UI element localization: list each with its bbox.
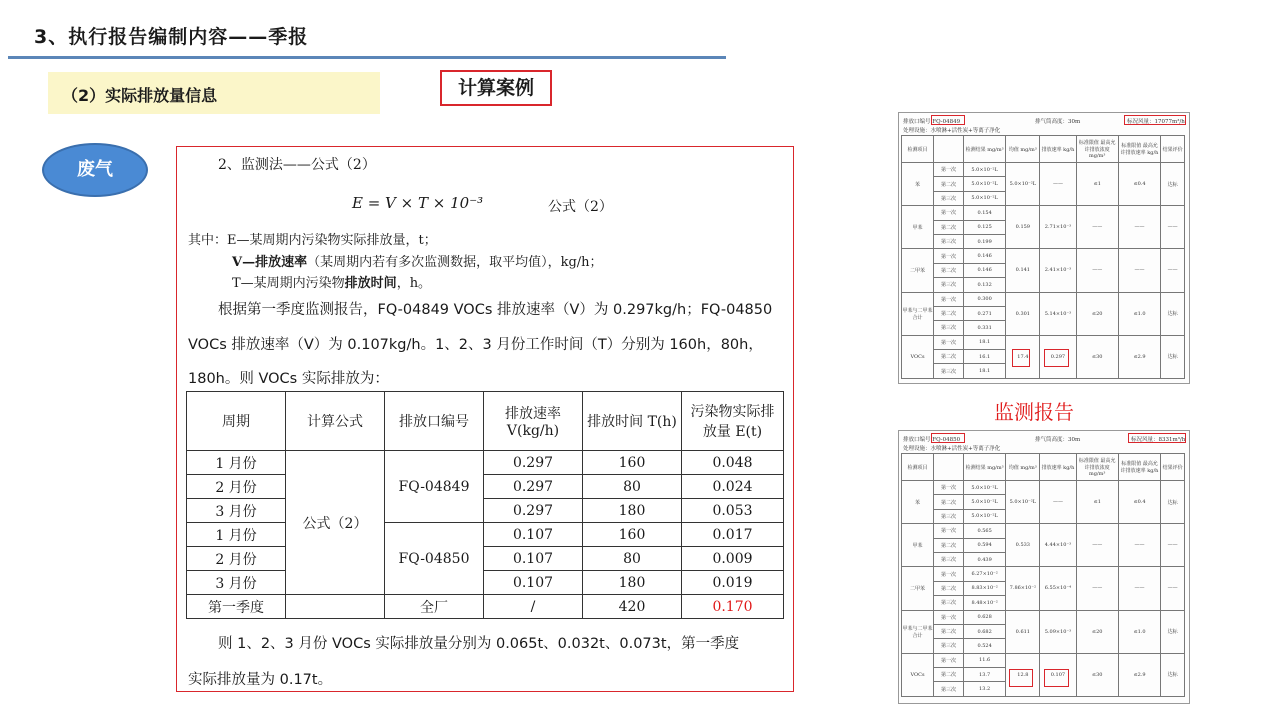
- report-seq-cell: 第二次: [934, 624, 964, 638]
- cell-time: 80: [583, 475, 682, 499]
- report1-height: 排气筒高度：30m: [1035, 119, 1081, 125]
- report-value-cell: 5.0×10⁻²L: [963, 163, 1005, 177]
- report-header-cell: 均值 mg/m³: [1006, 454, 1040, 481]
- report-value-cell: 8.48×10⁻²: [963, 596, 1005, 610]
- report-item-cell: VOCs: [902, 653, 934, 696]
- report-header-cell: 标准限值 最高允许排放速率 kg/h: [1118, 454, 1160, 481]
- report-value-cell: 5.0×10⁻²L: [963, 495, 1005, 509]
- report-row: [902, 567, 1185, 581]
- report-rate-cell: 5.14×10⁻³: [1040, 292, 1076, 335]
- report-rate-limit-cell: ——: [1118, 249, 1160, 292]
- report-item-cell: 苯: [902, 481, 934, 524]
- report-header-cell: 标准限值 最高允许排放浓度 mg/m³: [1076, 454, 1118, 481]
- report1-flow-highlight: [1124, 115, 1186, 125]
- report-conc-limit-cell: ≤30: [1076, 335, 1118, 378]
- report-value-cell: 6.27×10⁻²: [963, 567, 1005, 581]
- cell-rate: 0.107: [484, 523, 583, 547]
- report-seq-cell: 第一次: [934, 653, 964, 667]
- report-item-cell: 苯: [902, 163, 934, 206]
- report-seq-cell: 第三次: [934, 552, 964, 566]
- report-rate-limit-cell: ——: [1118, 567, 1160, 610]
- report-conc-limit-cell: ——: [1076, 249, 1118, 292]
- report-seq-cell: 第一次: [934, 206, 964, 220]
- cell-total-formula: [286, 595, 385, 619]
- header-emission-line1: 污染物实际排: [690, 404, 775, 420]
- table-row: [187, 547, 784, 571]
- report-value-cell: 0.524: [963, 639, 1005, 653]
- report-header-cell: 检测项目: [902, 136, 934, 163]
- report2-table: [901, 453, 1185, 697]
- report-eval-cell: ——: [1161, 524, 1185, 567]
- report-row: [902, 292, 1185, 306]
- report-rate-limit-cell: ≤2.9: [1118, 653, 1160, 696]
- report-header-cell: 排放速率 kg/h: [1040, 136, 1076, 163]
- report-caption: 监测报告: [994, 400, 1074, 424]
- cell-rate: 0.107: [484, 547, 583, 571]
- cell-time: 160: [583, 523, 682, 547]
- report2-mean-highlight: [1009, 669, 1033, 687]
- report-value-cell: 0.146: [963, 249, 1005, 263]
- report-rate-limit-cell: ≤0.4: [1118, 163, 1160, 206]
- formula-tag: 公式（2）: [548, 199, 613, 215]
- report-eval-cell: 达标: [1161, 335, 1185, 378]
- report-value-cell: 5.0×10⁻²L: [963, 509, 1005, 523]
- report-conc-limit-cell: ≤20: [1076, 610, 1118, 653]
- report-mean-cell: 0.141: [1006, 249, 1040, 292]
- cell-period: 2 月份: [187, 547, 286, 571]
- cell-outlet-b: FQ-04850: [385, 523, 484, 595]
- monitoring-report-fq04849: [898, 112, 1190, 384]
- report-value-cell: 0.565: [963, 524, 1005, 538]
- header-formula: 计算公式: [286, 392, 385, 451]
- table-row: [187, 451, 784, 475]
- report2-flow: 标况风量：8331m³/h: [1131, 437, 1186, 443]
- header-outlet: 排放口编号: [385, 392, 484, 451]
- calc-example-tag: 计算案例: [440, 70, 552, 106]
- report-rate-cell: ——: [1040, 163, 1076, 206]
- report-header-cell: 检测项目: [902, 454, 934, 481]
- monitoring-report-fq04850: [898, 430, 1190, 704]
- report-seq-cell: 第二次: [934, 495, 964, 509]
- report-eval-cell: ——: [1161, 567, 1185, 610]
- report-rate-cell: 5.09×10⁻³: [1040, 610, 1076, 653]
- report1-rate-highlight: [1044, 349, 1069, 367]
- definition-t-post: ，h。: [396, 276, 432, 291]
- report-seq-cell: 第三次: [934, 234, 964, 248]
- report-mean-cell: 0.533: [1006, 524, 1040, 567]
- cell-total-period: 第一季度: [187, 595, 286, 619]
- cell-emission: 0.017: [682, 523, 784, 547]
- cell-rate: 0.297: [484, 499, 583, 523]
- report-eval-cell: 达标: [1161, 481, 1185, 524]
- report2-facility: 处理设施：水喷淋+活性炭+等离子净化: [903, 446, 1001, 452]
- report-value-cell: 0.682: [963, 624, 1005, 638]
- report-seq-cell: 第二次: [934, 220, 964, 234]
- report-mean-cell: 0.301: [1006, 292, 1040, 335]
- table-header-row: [187, 392, 784, 451]
- definition-t-term: 排放时间: [344, 276, 397, 291]
- cell-period: 2 月份: [187, 475, 286, 499]
- cell-rate: 0.297: [484, 475, 583, 499]
- report-conc-limit-cell: ——: [1076, 524, 1118, 567]
- waste-gas-badge: 废气: [42, 143, 148, 197]
- report-value-cell: 0.271: [963, 306, 1005, 320]
- report-header-cell: [934, 136, 964, 163]
- report-value-cell: 0.125: [963, 220, 1005, 234]
- report-item-cell: 甲苯与二甲苯合计: [902, 292, 934, 335]
- paragraph-line-2: VOCs 排放速率（V）为 0.107kg/h。1、2、3 月份工作时间（T）分别为 160h，80h，: [188, 337, 763, 353]
- cell-period: 1 月份: [187, 451, 286, 475]
- report-mean-cell: 17.4: [1006, 335, 1040, 378]
- report-seq-cell: 第二次: [934, 306, 964, 320]
- section-label: （2）实际排放量信息: [62, 86, 218, 105]
- report-header-cell: 排放速率 kg/h: [1040, 454, 1076, 481]
- report-row: [902, 524, 1185, 538]
- report-rate-cell: 6.55×10⁻⁴: [1040, 567, 1076, 610]
- table-row: [187, 523, 784, 547]
- report-seq-cell: 第二次: [934, 177, 964, 191]
- definition-v-term: V—排放速率: [232, 255, 308, 270]
- paragraph-line-3: 180h。则 VOCs 实际排放为：: [188, 371, 389, 387]
- report-seq-cell: 第二次: [934, 350, 964, 364]
- header-emission: [682, 392, 784, 451]
- report-value-cell: 18.1: [963, 335, 1005, 349]
- report-rate-cell: 0.107: [1040, 653, 1076, 696]
- report-seq-cell: 第三次: [934, 639, 964, 653]
- header-period: 周期: [187, 392, 286, 451]
- report-rate-cell: 0.297: [1040, 335, 1076, 378]
- report-header-cell: 均值 mg/m³: [1006, 136, 1040, 163]
- cell-emission: 0.024: [682, 475, 784, 499]
- report-item-cell: 甲苯: [902, 524, 934, 567]
- method-title: 2、监测法——公式（2）: [218, 157, 376, 173]
- cell-period: 1 月份: [187, 523, 286, 547]
- report-header-row: [902, 136, 1185, 163]
- report-seq-cell: 第三次: [934, 364, 964, 378]
- definition-v-text: （某周期内若有多次监测数据，取平均值），kg/h；: [307, 255, 603, 270]
- report-rate-cell: 4.44×10⁻³: [1040, 524, 1076, 567]
- report1-outlet-highlight: [931, 115, 965, 125]
- report-header-cell: 检测结果 mg/m³: [963, 454, 1005, 481]
- report-row: [902, 206, 1185, 220]
- cell-period: 3 月份: [187, 499, 286, 523]
- table-row: [187, 499, 784, 523]
- report-item-cell: 甲苯: [902, 206, 934, 249]
- header-time: 排放时间 T(h): [583, 392, 682, 451]
- report-value-cell: 0.331: [963, 321, 1005, 335]
- report-value-cell: 0.439: [963, 552, 1005, 566]
- report-seq-cell: 第三次: [934, 509, 964, 523]
- cell-time: 160: [583, 451, 682, 475]
- report-item-cell: 二甲苯: [902, 567, 934, 610]
- report-header-cell: 结果评价: [1161, 136, 1185, 163]
- report-conc-limit-cell: ≤20: [1076, 292, 1118, 335]
- definition-v: [232, 251, 603, 270]
- report-value-cell: 18.1: [963, 364, 1005, 378]
- report-value-cell: 11.6: [963, 653, 1005, 667]
- report-seq-cell: 第二次: [934, 263, 964, 277]
- cell-emission: 0.048: [682, 451, 784, 475]
- report-value-cell: 0.300: [963, 292, 1005, 306]
- report-seq-cell: 第一次: [934, 249, 964, 263]
- report-value-cell: 0.154: [963, 206, 1005, 220]
- report-mean-cell: 12.8: [1006, 653, 1040, 696]
- header-emission-line2: 放量 E(t): [702, 424, 763, 440]
- report-seq-cell: 第一次: [934, 163, 964, 177]
- report-rate-cell: ——: [1040, 481, 1076, 524]
- cell-formula: 公式（2）: [286, 451, 385, 595]
- cell-total-emission: 0.170: [682, 595, 784, 619]
- report1-facility: 处理设施：水喷淋+活性炭+等离子净化: [903, 128, 1001, 134]
- report-value-cell: 0.132: [963, 278, 1005, 292]
- cell-time: 180: [583, 571, 682, 595]
- report-seq-cell: 第一次: [934, 524, 964, 538]
- cell-rate: 0.107: [484, 571, 583, 595]
- definition-t: [232, 272, 431, 291]
- report1-mean-highlight: [1012, 349, 1030, 367]
- report-conc-limit-cell: ≤1: [1076, 163, 1118, 206]
- report-item-cell: VOCs: [902, 335, 934, 378]
- report-header-cell: 检测结果 mg/m³: [963, 136, 1005, 163]
- report-seq-cell: 第三次: [934, 682, 964, 696]
- report2-outlet: 排放口编号 FQ-04850: [903, 437, 961, 443]
- report-seq-cell: 第三次: [934, 321, 964, 335]
- header-rate-line2: V(kg/h): [506, 423, 560, 439]
- cell-emission: 0.019: [682, 571, 784, 595]
- report-rate-limit-cell: ≤2.9: [1118, 335, 1160, 378]
- report-mean-cell: 0.611: [1006, 610, 1040, 653]
- report-eval-cell: 达标: [1161, 610, 1185, 653]
- formula: E = V × T × 10⁻³: [352, 194, 484, 212]
- definition-e: 其中：E—某周期内污染物实际排放量，t；: [188, 233, 437, 248]
- table-row: [187, 571, 784, 595]
- header-rate-line1: 排放速率: [505, 406, 561, 422]
- report-rate-limit-cell: ——: [1118, 206, 1160, 249]
- report-header-cell: 标准限值 最高允许排放速率 kg/h: [1118, 136, 1160, 163]
- table-row: [187, 475, 784, 499]
- report-conc-limit-cell: ——: [1076, 206, 1118, 249]
- report-row: [902, 481, 1185, 495]
- page-title: 3、执行报告编制内容——季报: [34, 26, 309, 48]
- conclusion-line-1: 则 1、2、3 月份 VOCs 实际排放量分别为 0.065t、0.032t、0.073t，第一季度: [218, 636, 740, 652]
- cell-total-outlet: 全厂: [385, 595, 484, 619]
- paragraph-line-1: 根据第一季度监测报告，FQ-04849 VOCs 排放速率（V）为 0.297kg/h；FQ-04850: [218, 302, 773, 318]
- cell-time: 80: [583, 547, 682, 571]
- report-mean-cell: 5.0×10⁻²L: [1006, 481, 1040, 524]
- report-header-row: [902, 454, 1185, 481]
- report-value-cell: 13.7: [963, 668, 1005, 682]
- cell-total-time: 420: [583, 595, 682, 619]
- report-mean-cell: 5.0×10⁻²L: [1006, 163, 1040, 206]
- report-value-cell: 5.0×10⁻²L: [963, 191, 1005, 205]
- report-header-cell: 标准限值 最高允许排放浓度 mg/m³: [1076, 136, 1118, 163]
- report-value-cell: 5.0×10⁻²L: [963, 177, 1005, 191]
- report-seq-cell: 第三次: [934, 278, 964, 292]
- report-seq-cell: 第一次: [934, 610, 964, 624]
- report-rate-limit-cell: ≤0.4: [1118, 481, 1160, 524]
- report-eval-cell: 达标: [1161, 292, 1185, 335]
- report-conc-limit-cell: ≤1: [1076, 481, 1118, 524]
- report-value-cell: 13.2: [963, 682, 1005, 696]
- cell-emission: 0.009: [682, 547, 784, 571]
- report-eval-cell: ——: [1161, 206, 1185, 249]
- report1-flow: 标况风量：17077m³/h: [1127, 119, 1185, 125]
- report-seq-cell: 第一次: [934, 481, 964, 495]
- report-seq-cell: 第三次: [934, 596, 964, 610]
- cell-total-rate: /: [484, 595, 583, 619]
- cell-emission: 0.053: [682, 499, 784, 523]
- report-row: [902, 163, 1185, 177]
- report-value-cell: 16.1: [963, 350, 1005, 364]
- report-row: [902, 610, 1185, 624]
- report-seq-cell: 第三次: [934, 191, 964, 205]
- report-seq-cell: 第二次: [934, 581, 964, 595]
- report-rate-cell: 2.71×10⁻³: [1040, 206, 1076, 249]
- report-row: [902, 249, 1185, 263]
- definition-t-pre: T—某周期内污染物: [232, 276, 345, 291]
- cell-period: 3 月份: [187, 571, 286, 595]
- report-seq-cell: 第一次: [934, 335, 964, 349]
- report-row: [902, 653, 1185, 667]
- report-conc-limit-cell: ——: [1076, 567, 1118, 610]
- report2-outlet-highlight: [931, 433, 965, 443]
- report-conc-limit-cell: ≤30: [1076, 653, 1118, 696]
- report-value-cell: 5.0×10⁻²L: [963, 481, 1005, 495]
- report-item-cell: 二甲苯: [902, 249, 934, 292]
- report-seq-cell: 第二次: [934, 668, 964, 682]
- report-value-cell: 0.628: [963, 610, 1005, 624]
- report-value-cell: 0.594: [963, 538, 1005, 552]
- report-header-cell: 结果评价: [1161, 454, 1185, 481]
- report1-outlet: 排放口编号 FQ-04849: [903, 119, 961, 125]
- report1-table: [901, 135, 1185, 379]
- report-rate-cell: 2.41×10⁻³: [1040, 249, 1076, 292]
- report-seq-cell: 第一次: [934, 292, 964, 306]
- report-rate-limit-cell: ——: [1118, 524, 1160, 567]
- table-total-row: [187, 595, 784, 619]
- header-rate: [484, 392, 583, 451]
- report2-height: 排气筒高度：30m: [1035, 437, 1081, 443]
- report-seq-cell: 第一次: [934, 567, 964, 581]
- report-value-cell: 0.146: [963, 263, 1005, 277]
- report2-flow-highlight: [1128, 433, 1186, 443]
- report-header-cell: [934, 454, 964, 481]
- report2-rate-highlight: [1044, 669, 1069, 687]
- cell-rate: 0.297: [484, 451, 583, 475]
- cell-time: 180: [583, 499, 682, 523]
- report-rate-limit-cell: ≤1.0: [1118, 610, 1160, 653]
- report-row: [902, 335, 1185, 349]
- report-rate-limit-cell: ≤1.0: [1118, 292, 1160, 335]
- report-mean-cell: 0.159: [1006, 206, 1040, 249]
- report-seq-cell: 第二次: [934, 538, 964, 552]
- report-value-cell: 0.199: [963, 234, 1005, 248]
- title-divider: [8, 56, 726, 59]
- report-mean-cell: 7.86×10⁻²: [1006, 567, 1040, 610]
- emission-calc-table: [186, 391, 784, 619]
- report-eval-cell: 达标: [1161, 163, 1185, 206]
- conclusion-line-2: 实际排放量为 0.17t。: [188, 672, 333, 688]
- report-eval-cell: 达标: [1161, 653, 1185, 696]
- report-value-cell: 8.83×10⁻²: [963, 581, 1005, 595]
- report-item-cell: 甲苯与二甲苯合计: [902, 610, 934, 653]
- cell-outlet-a: FQ-04849: [385, 451, 484, 523]
- report-eval-cell: ——: [1161, 249, 1185, 292]
